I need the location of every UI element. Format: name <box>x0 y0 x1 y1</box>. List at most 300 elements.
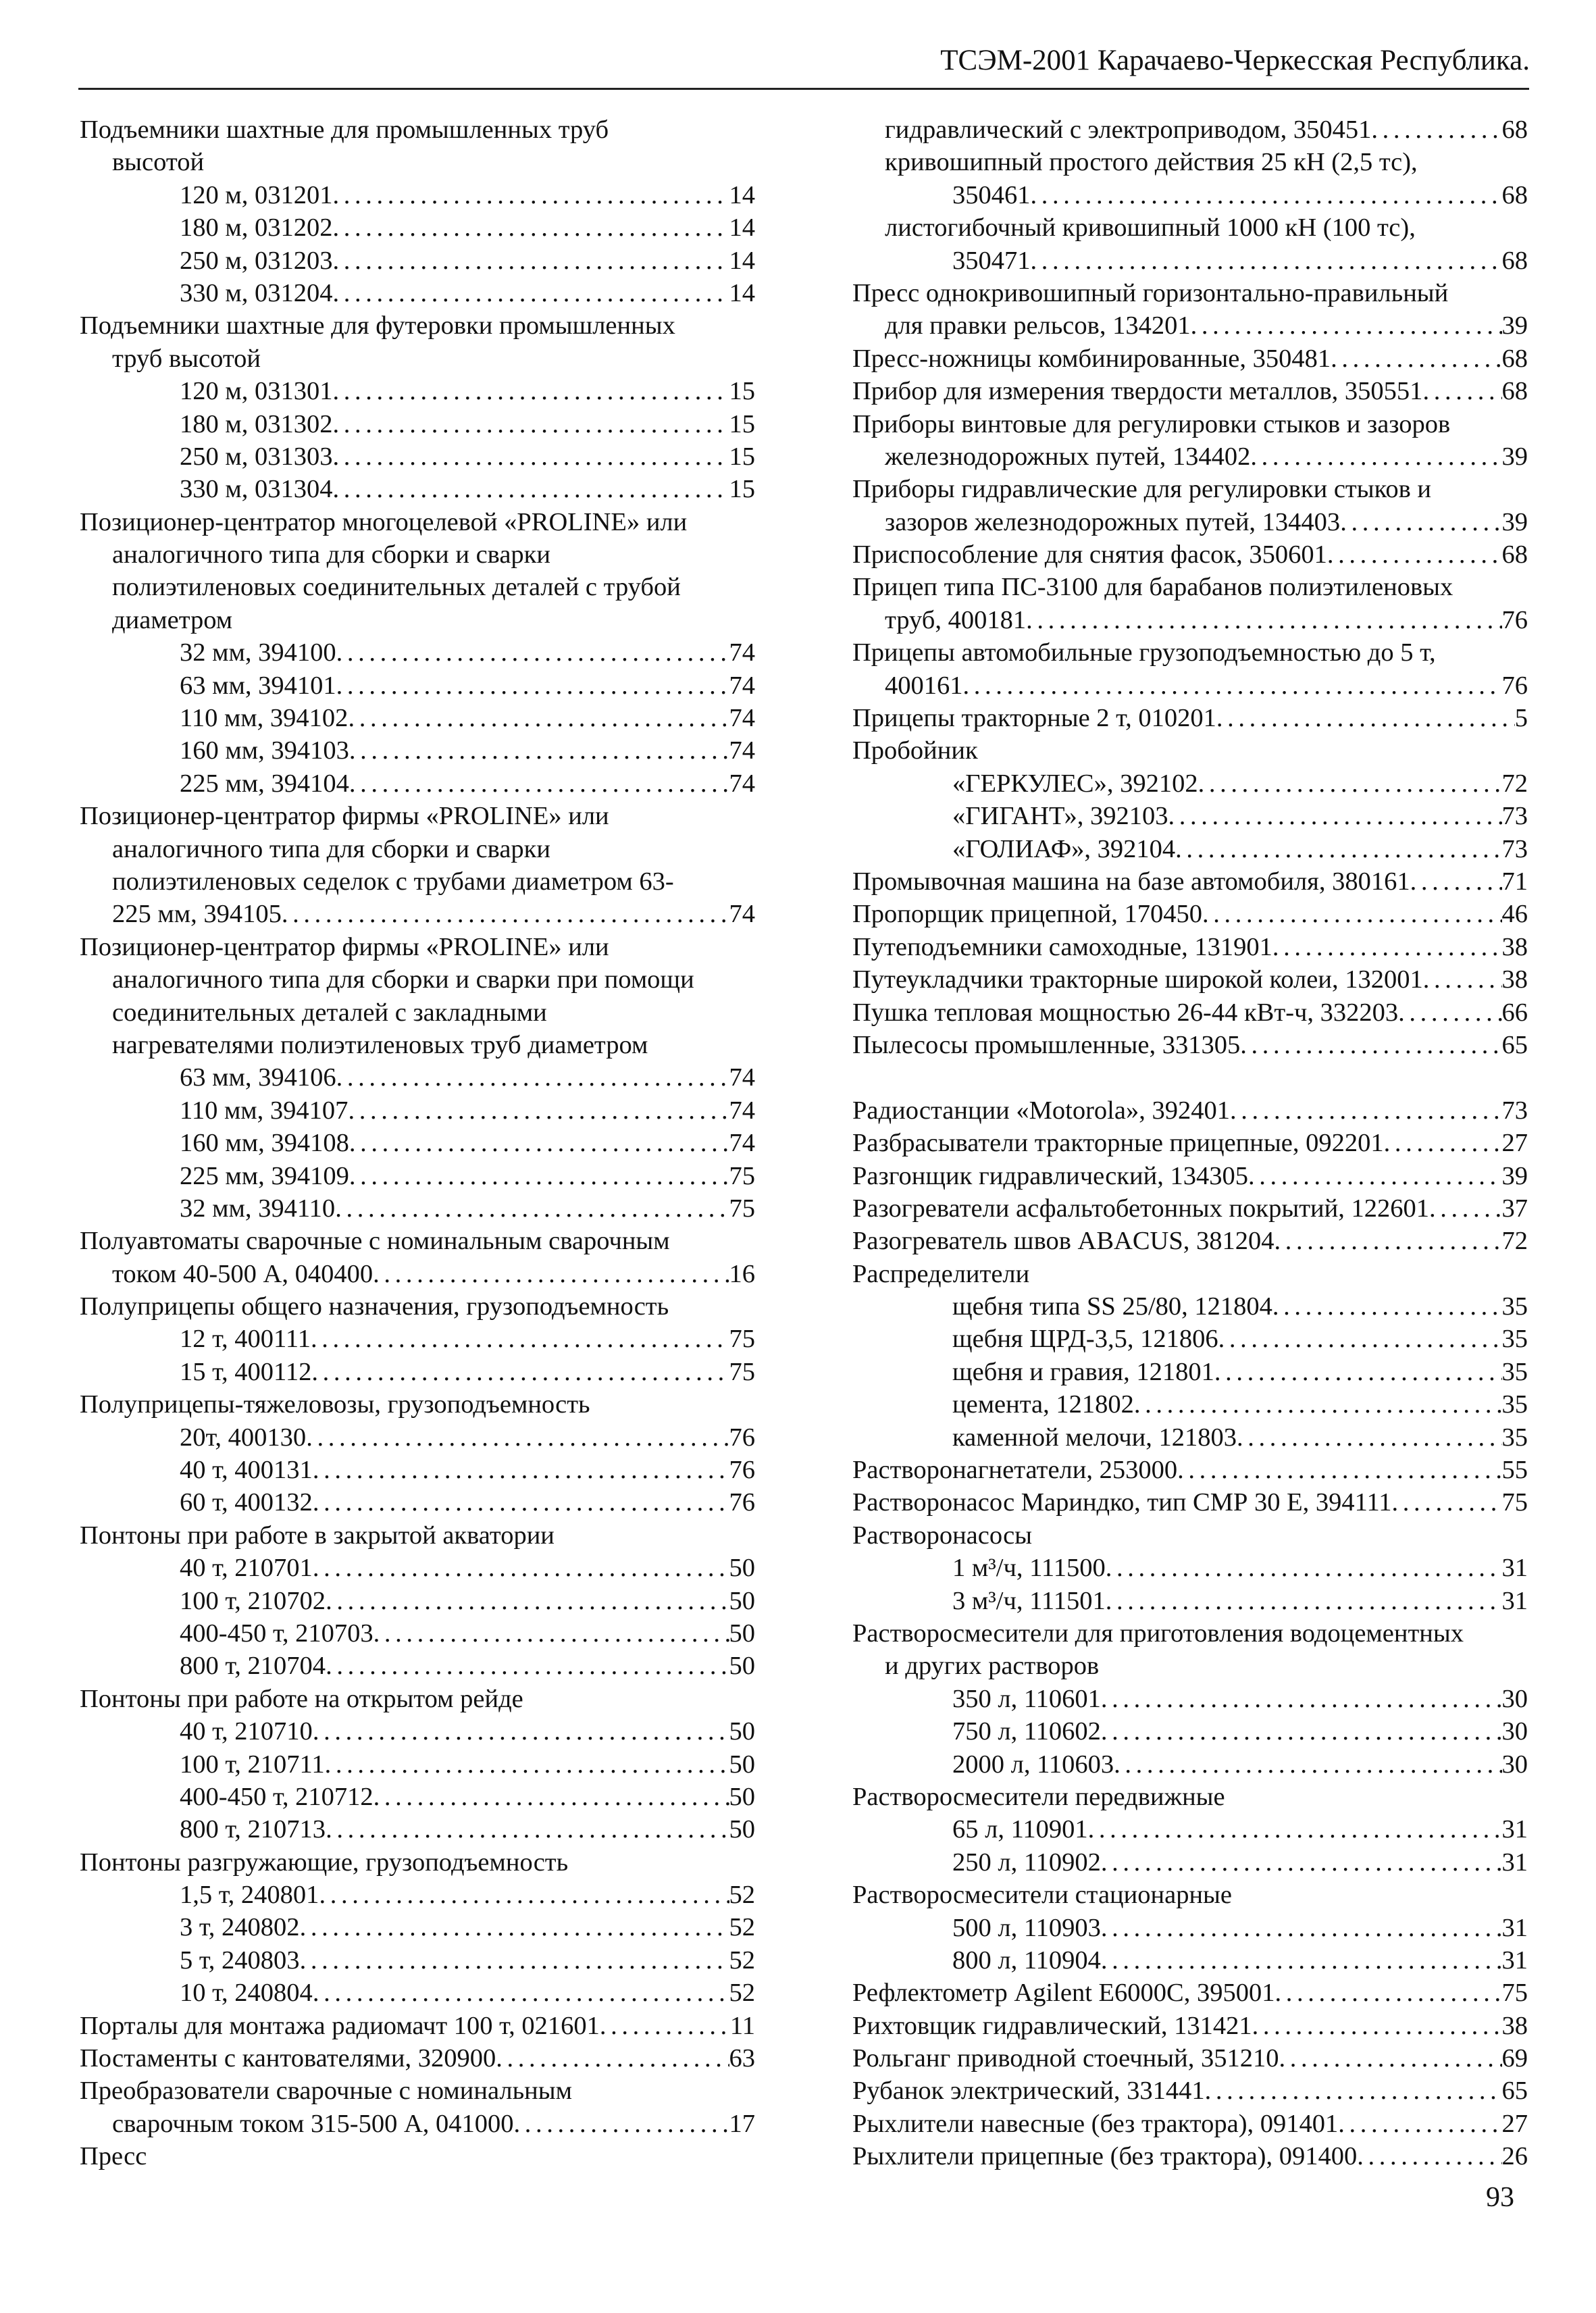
index-entry-text: Пресс-ножницы комбинированные, 350481 <box>852 344 1331 373</box>
index-entry <box>80 1486 755 1519</box>
index-entry-page: 68 <box>1501 377 1528 406</box>
index-entry-page: 76 <box>1501 671 1528 700</box>
index-entry-page: 75 <box>1501 1488 1528 1517</box>
index-entry-text: Позиционер-центратор фирмы «PROLINE» или <box>80 802 609 831</box>
index-entry-text: 250 м, 031203 <box>180 246 333 275</box>
index-entry <box>852 473 1528 505</box>
index-entry-text: 800 т, 210704 <box>180 1652 326 1681</box>
index-entry-page: 17 <box>729 2109 755 2138</box>
index-entry <box>852 1977 1528 2009</box>
index-entry <box>852 1683 1528 1715</box>
index-entry-text: Растворонасосы <box>852 1521 1033 1550</box>
index-entry-page: 27 <box>1501 1129 1528 1158</box>
index-entry <box>852 1650 1528 1682</box>
index-entry <box>80 2140 755 2172</box>
index-entry <box>852 604 1528 636</box>
index-entry-text: Полуприцепы-тяжеловозы, грузоподъемность <box>80 1390 590 1419</box>
index-entry-text: 250 л, 110902 <box>952 1848 1101 1877</box>
index-entry-page: 39 <box>1501 311 1528 340</box>
page-number: 93 <box>1486 2182 1514 2213</box>
index-entry <box>80 342 755 375</box>
index-entry-text: Позиционер-центратор многоцелевой «PROLINE» или <box>80 507 688 536</box>
index-entry <box>852 734 1528 767</box>
dot-leader <box>326 1585 729 1617</box>
dot-leader <box>1410 865 1502 898</box>
index-entry-text: 350461 <box>952 180 1031 209</box>
index-entry <box>80 1192 755 1225</box>
index-entry-text: труб, 400181 <box>885 605 1027 634</box>
index-entry-text: Разогреватель швов ABACUS, 381204 <box>852 1227 1275 1256</box>
index-entry <box>852 898 1528 930</box>
index-entry-page: 31 <box>1501 1848 1528 1877</box>
index-entry <box>852 1061 1528 1127</box>
index-entry-text: 250 м, 031303 <box>180 442 333 471</box>
index-entry-text: 750 л, 110602 <box>952 1717 1101 1746</box>
index-entry <box>852 1519 1528 1552</box>
dot-leader <box>1272 931 1502 963</box>
index-entry <box>80 1160 755 1192</box>
index-entry-text: Понтоны при работе на открытом рейде <box>80 1684 523 1713</box>
index-entry-page: 38 <box>1501 2011 1528 2040</box>
index-entry-text: 2000 л, 110603 <box>952 1750 1114 1779</box>
index-entry <box>852 538 1528 571</box>
index-entry-text: соединительных деталей с закладными <box>112 998 547 1027</box>
dot-leader <box>374 1617 729 1650</box>
dot-leader <box>1274 1225 1501 1257</box>
index-entry <box>852 963 1528 996</box>
dot-leader <box>348 1094 729 1127</box>
index-entry <box>852 1552 1528 1584</box>
index-entry <box>852 375 1528 407</box>
index-entry-page: 35 <box>1501 1423 1528 1452</box>
index-entry-page: 39 <box>1501 507 1528 536</box>
dot-leader <box>1106 1552 1502 1584</box>
index-entry-page: 68 <box>1501 116 1528 144</box>
index-entry-page: 15 <box>729 409 755 438</box>
index-entry <box>852 1944 1528 1977</box>
index-entry-text: 20т, 400130 <box>180 1423 307 1452</box>
index-entry <box>852 1454 1528 1486</box>
index-entry <box>80 408 755 440</box>
index-entry-text: Рефлектометр Agilent E6000C, 395001 <box>852 1979 1275 2008</box>
index-entry-page: 16 <box>729 1259 755 1288</box>
index-entry-page: 50 <box>729 1717 755 1746</box>
index-entry <box>80 702 755 734</box>
index-entry-text: Полуприцепы общего назначения, грузоподъемность <box>80 1292 669 1321</box>
index-entry <box>852 1356 1528 1388</box>
index-entry <box>80 1225 755 1257</box>
dot-leader <box>600 2010 730 2042</box>
index-entry-text: 32 мм, 394100 <box>180 638 336 667</box>
index-entry-page: 30 <box>1501 1717 1528 1746</box>
index-entry-text: Приборы гидравлические для регулировки стыков и <box>852 475 1432 504</box>
index-entry <box>80 2010 755 2042</box>
index-entry-text: 160 мм, 394103 <box>180 736 349 765</box>
index-entry-text: Подъемники шахтные для промышленных труб <box>80 116 609 144</box>
dot-leader <box>1338 2108 1501 2140</box>
index-entry-text: для правки рельсов, 134201 <box>885 311 1191 340</box>
dot-leader <box>300 1911 729 1943</box>
index-entry <box>80 245 755 277</box>
index-entry <box>852 309 1528 342</box>
dot-leader <box>374 1781 729 1813</box>
index-entry-text: «ГЕРКУЛЕС», 392102 <box>952 769 1198 798</box>
index-entry-text: Пробойник <box>852 736 978 765</box>
index-entry-page: 74 <box>729 671 755 700</box>
dot-leader <box>313 1977 729 2009</box>
index-entry-page: 50 <box>729 1750 755 1779</box>
dot-leader <box>349 1160 729 1192</box>
index-entry-text: Постаменты с кантователями, 320900 <box>80 2044 496 2073</box>
dot-leader <box>1191 309 1502 342</box>
index-entry-page: 75 <box>729 1161 755 1190</box>
index-entry <box>80 1127 755 1159</box>
index-entry-page: 38 <box>1501 932 1528 961</box>
dot-leader <box>963 669 1502 702</box>
index-entry <box>852 179 1528 211</box>
index-entry <box>80 833 755 865</box>
dot-leader <box>1101 1846 1502 1879</box>
index-entry-text: 12 т, 400111 <box>180 1325 311 1354</box>
index-entry <box>80 767 755 800</box>
index-entry-page: 31 <box>1501 1913 1528 1942</box>
index-entry-text: Разогреватели асфальтобетонных покрытий, 122601 <box>852 1194 1430 1223</box>
index-entry <box>852 1323 1528 1355</box>
index-entry-text: Разгонщик гидравлический, 134305 <box>852 1161 1248 1190</box>
index-entry-text: Порталы для монтажа радиомачт 100 т, 021601 <box>80 2011 600 2040</box>
index-entry <box>80 1911 755 1943</box>
index-entry-text: 32 мм, 394110 <box>180 1194 336 1223</box>
dot-leader <box>306 1421 729 1454</box>
index-entry-page: 14 <box>729 180 755 209</box>
index-entry-text: 120 м, 031201 <box>180 180 333 209</box>
index-entry-text: Растворонагнетатели, 253000 <box>852 1456 1178 1485</box>
index-entry-text: 110 мм, 394102 <box>180 704 349 733</box>
dot-leader <box>1240 1029 1501 1061</box>
index-entry <box>80 669 755 702</box>
index-entry <box>80 1944 755 1977</box>
index-entry-text: 400-450 т, 210712 <box>180 1782 374 1811</box>
index-entry-page: 39 <box>1501 442 1528 471</box>
index-entry-text: 110 мм, 394107 <box>180 1096 349 1125</box>
index-entry-page: 14 <box>729 278 755 307</box>
index-entry <box>852 2108 1528 2140</box>
index-entry-text: Рыхлители навесные (без трактора), 091401 <box>852 2109 1339 2138</box>
index-entry-text: Прибор для измерения твердости металлов, 350551 <box>852 377 1423 406</box>
index-entry-page: 73 <box>1501 834 1528 863</box>
index-entry <box>852 1879 1528 1911</box>
dot-leader <box>1101 1944 1502 1977</box>
index-entry <box>80 538 755 571</box>
dot-leader <box>1218 1323 1502 1355</box>
index-entry-text: Рольганг приводной стоечный, 351210 <box>852 2044 1279 2073</box>
index-entry-text: Пресс <box>80 2142 147 2171</box>
dot-leader <box>1392 1486 1502 1519</box>
index-entry-text: диаметром <box>112 605 233 634</box>
index-entry <box>852 1258 1528 1290</box>
index-entry-text: Понтоны при работе в закрытой акватории <box>80 1521 555 1550</box>
index-entry-text: Пресс однокривошипный горизонтально-правильный <box>852 278 1449 307</box>
index-entry-text: 225 мм, 394104 <box>180 769 349 798</box>
index-entry <box>852 702 1528 734</box>
index-entry-text: 15 т, 400112 <box>180 1357 312 1386</box>
dot-leader <box>349 1127 729 1159</box>
index-entry <box>852 1192 1528 1225</box>
index-entry-text: Растворосмесители для приготовления водоцементных <box>852 1619 1464 1648</box>
index-entry-page: 14 <box>729 246 755 275</box>
index-entry-text: 800 т, 210713 <box>180 1815 326 1844</box>
index-entry <box>852 865 1528 898</box>
index-entry-text: 1,5 т, 240801 <box>180 1881 319 1910</box>
index-entry <box>80 113 755 146</box>
index-entry-text: Полуавтоматы сварочные с номинальным сварочным <box>80 1227 670 1256</box>
index-entry-page: 27 <box>1501 2109 1528 2138</box>
index-entry <box>852 1388 1528 1421</box>
index-entry-page: 50 <box>729 1782 755 1811</box>
index-entry <box>80 1715 755 1748</box>
index-entry <box>852 408 1528 440</box>
index-entry-page: 50 <box>729 1652 755 1681</box>
dot-leader <box>333 473 729 505</box>
index-entry-page: 31 <box>1501 1815 1528 1844</box>
dot-leader <box>1423 963 1502 996</box>
index-column-right <box>852 113 1528 2173</box>
dot-leader <box>349 767 729 800</box>
index-entry <box>80 1029 755 1061</box>
index-entry-page: 73 <box>1501 1096 1528 1125</box>
index-entry-text: Путеукладчики тракторные широкой колеи, 132001 <box>852 965 1423 994</box>
index-entry <box>80 898 755 930</box>
index-entry-text: щебня и гравия, 121801 <box>952 1357 1214 1386</box>
index-entry <box>852 506 1528 538</box>
dot-leader <box>336 669 729 702</box>
index-entry <box>852 1585 1528 1617</box>
index-entry <box>80 1388 755 1421</box>
index-entry-page: 46 <box>1501 900 1528 929</box>
index-entry <box>852 1421 1528 1454</box>
index-entry-text: Растворосмесители передвижные <box>852 1782 1225 1811</box>
index-entry-page: 35 <box>1501 1325 1528 1354</box>
index-entry <box>80 211 755 244</box>
index-entry-text: аналогичного типа для сборки и сварки <box>112 834 550 863</box>
dot-leader <box>1384 1127 1502 1159</box>
index-entry-page: 52 <box>729 1881 755 1910</box>
index-entry-page: 15 <box>729 442 755 471</box>
index-entry <box>852 1715 1528 1748</box>
index-entry-text: нагревателями полиэтиленовых труб диаметром <box>112 1030 648 1059</box>
index-entry-page: 39 <box>1501 1161 1528 1190</box>
index-entry <box>852 1029 1528 1061</box>
index-entry-text: зазоров железнодорожных путей, 134403 <box>885 507 1341 536</box>
dot-leader <box>1101 1912 1502 1944</box>
index-entry <box>852 636 1528 669</box>
index-entry <box>80 146 755 178</box>
index-entry <box>80 1421 755 1454</box>
index-entry-text: 100 т, 210702 <box>180 1586 326 1615</box>
index-entry <box>852 931 1528 963</box>
dot-leader <box>1429 1192 1501 1225</box>
header-rule <box>78 88 1529 90</box>
index-entry <box>80 800 755 832</box>
index-entry <box>852 571 1528 603</box>
index-entry-page: 74 <box>729 638 755 667</box>
index-entry <box>80 1519 755 1552</box>
dot-leader <box>1331 342 1501 375</box>
index-entry-text: полиэтиленовых соединительных деталей с трубой <box>112 573 681 602</box>
index-entry-page: 14 <box>729 213 755 243</box>
index-entry-text: цемента, 121802 <box>952 1390 1134 1419</box>
index-entry <box>80 375 755 407</box>
index-entry <box>80 1323 755 1355</box>
index-entry-text: Прицепы автомобильные грузоподъемностью до 5 т, <box>852 638 1436 667</box>
index-entry-text: 400161 <box>885 671 963 700</box>
dot-leader <box>336 636 729 669</box>
index-column-left <box>80 113 755 2173</box>
dot-leader <box>333 179 729 211</box>
dot-leader <box>1134 1388 1502 1421</box>
page-header-title: ТСЭМ-2001 Карачаево-Черкесская Республика. <box>940 45 1530 76</box>
index-entry <box>852 1617 1528 1650</box>
index-entry-text: высотой <box>112 148 205 177</box>
index-entry-page: 11 <box>729 2011 755 2040</box>
index-entry <box>80 2108 755 2140</box>
index-entry-text: Растворосмесители стационарные <box>852 1881 1233 1910</box>
index-entry-page: 26 <box>1501 2142 1528 2171</box>
index-entry-text: щебня ЩРД-3,5, 121806 <box>952 1325 1218 1354</box>
index-entry <box>852 1748 1528 1781</box>
index-entry <box>80 571 755 603</box>
index-entry-text: «ГИГАНТ», 392103 <box>952 802 1168 831</box>
index-entry-text: сварочным током 315-500 А, 041000 <box>112 2109 514 2138</box>
index-entry <box>852 1486 1528 1519</box>
index-entry <box>852 1813 1528 1846</box>
dot-leader <box>1031 179 1502 211</box>
dot-leader <box>313 1715 729 1748</box>
index-entry-text: Понтоны разгружающие, грузоподъемность <box>80 1848 569 1877</box>
dot-leader <box>335 1192 729 1225</box>
index-entry-page: 75 <box>729 1325 755 1354</box>
index-entry-text: током 40-500 А, 040400 <box>112 1259 374 1288</box>
index-entry-text: и других растворов <box>885 1652 1100 1681</box>
index-entry <box>852 2140 1528 2172</box>
index-entry-page: 31 <box>1501 1586 1528 1615</box>
index-entry <box>80 309 755 342</box>
index-entry-text: 330 м, 031304 <box>180 475 333 504</box>
index-entry-page: 55 <box>1501 1456 1528 1485</box>
dot-leader <box>300 1944 729 1977</box>
index-entry <box>80 1879 755 1911</box>
index-entry-text: 180 м, 031202 <box>180 213 333 243</box>
index-entry <box>852 1225 1528 1257</box>
index-entry <box>80 1061 755 1094</box>
index-entry-page: 74 <box>729 704 755 733</box>
index-entry <box>80 1585 755 1617</box>
index-entry-text: Путеподъемники самоходные, 131901 <box>852 932 1272 961</box>
index-entry-page: 15 <box>729 475 755 504</box>
index-entry-page: 71 <box>1501 867 1528 896</box>
index-entry-text: щебня типа SS 25/80, 121804 <box>952 1292 1272 1321</box>
index-entry <box>80 963 755 996</box>
index-entry-page: 73 <box>1501 802 1528 831</box>
dot-leader <box>311 1323 729 1355</box>
index-entry <box>852 800 1528 832</box>
index-entry-page: 72 <box>1501 1227 1528 1256</box>
dot-leader <box>336 1061 729 1094</box>
dot-leader <box>1422 375 1501 407</box>
index-entry-text: Распределители <box>852 1259 1030 1288</box>
index-entry <box>852 245 1528 277</box>
index-entry <box>80 1617 755 1650</box>
dot-leader <box>311 1356 729 1388</box>
dot-leader <box>349 734 729 767</box>
index-entry-text: 40 т, 400131 <box>180 1456 313 1485</box>
index-entry-text: 350471 <box>952 246 1031 275</box>
dot-leader <box>496 2042 729 2075</box>
index-entry-page: 74 <box>729 1129 755 1158</box>
index-entry-text: Рихтовщик гидравлический, 131421 <box>852 2011 1252 2040</box>
index-entry-text: аналогичного типа для сборки и сварки <box>112 540 550 569</box>
index-entry <box>80 473 755 505</box>
index-entry-page: 50 <box>729 1815 755 1844</box>
index-entry-page: 66 <box>1501 998 1528 1027</box>
dot-leader <box>1168 800 1502 832</box>
index-entry <box>80 1846 755 1879</box>
index-entry <box>80 931 755 963</box>
index-entry-text: 120 м, 031301 <box>180 377 333 406</box>
index-entry-text: Пушка тепловая мощностью 26-44 кВт-ч, 332203 <box>852 998 1399 1027</box>
dot-leader <box>1175 833 1501 865</box>
index-entry <box>80 277 755 309</box>
index-entry-page: 75 <box>1501 1979 1528 2008</box>
index-entry-text: Рыхлители прицепные (без трактора), 091400 <box>852 2142 1358 2171</box>
index-entry-page: 65 <box>1501 2077 1528 2106</box>
dot-leader <box>282 898 729 930</box>
index-entry-page: 30 <box>1501 1750 1528 1779</box>
dot-leader <box>313 1552 729 1584</box>
dot-leader <box>1101 1683 1502 1715</box>
index-entry-text: 330 м, 031204 <box>180 278 333 307</box>
index-entry-text: 180 м, 031302 <box>180 409 333 438</box>
index-entry-text: 225 мм, 394105 <box>112 900 282 929</box>
index-entry <box>80 2042 755 2075</box>
dot-leader <box>325 1748 729 1781</box>
index-entry <box>80 1813 755 1846</box>
index-entry-text: труб высотой <box>112 344 261 373</box>
dot-leader <box>326 1650 729 1682</box>
dot-leader <box>1088 1813 1502 1846</box>
dot-leader <box>1198 767 1502 800</box>
index-entry-page: 31 <box>1501 1946 1528 1975</box>
index-entry-page: 69 <box>1501 2044 1528 2073</box>
index-entry <box>852 277 1528 309</box>
index-entry-text: аналогичного типа для сборки и сварки при помощи <box>112 965 694 994</box>
index-entry <box>80 1650 755 1682</box>
dot-leader <box>1371 113 1501 146</box>
index-entry-page: 74 <box>729 736 755 765</box>
index-entry-text: 3 м³/ч, 111501 <box>952 1586 1106 1615</box>
index-entry <box>80 1683 755 1715</box>
dot-leader <box>1248 1160 1502 1192</box>
index-entry-page: 75 <box>729 1194 755 1223</box>
index-entry-text: Разбрасыватели тракторные прицепные, 092201 <box>852 1129 1384 1158</box>
dot-leader <box>1026 604 1501 636</box>
index-entry-page: 37 <box>1501 1194 1528 1223</box>
index-entry-page: 5 <box>1514 704 1528 733</box>
index-entry-text: 1 м³/ч, 111500 <box>952 1554 1106 1583</box>
index-entry <box>80 604 755 636</box>
index-entry <box>852 1127 1528 1159</box>
dot-leader <box>333 211 729 244</box>
